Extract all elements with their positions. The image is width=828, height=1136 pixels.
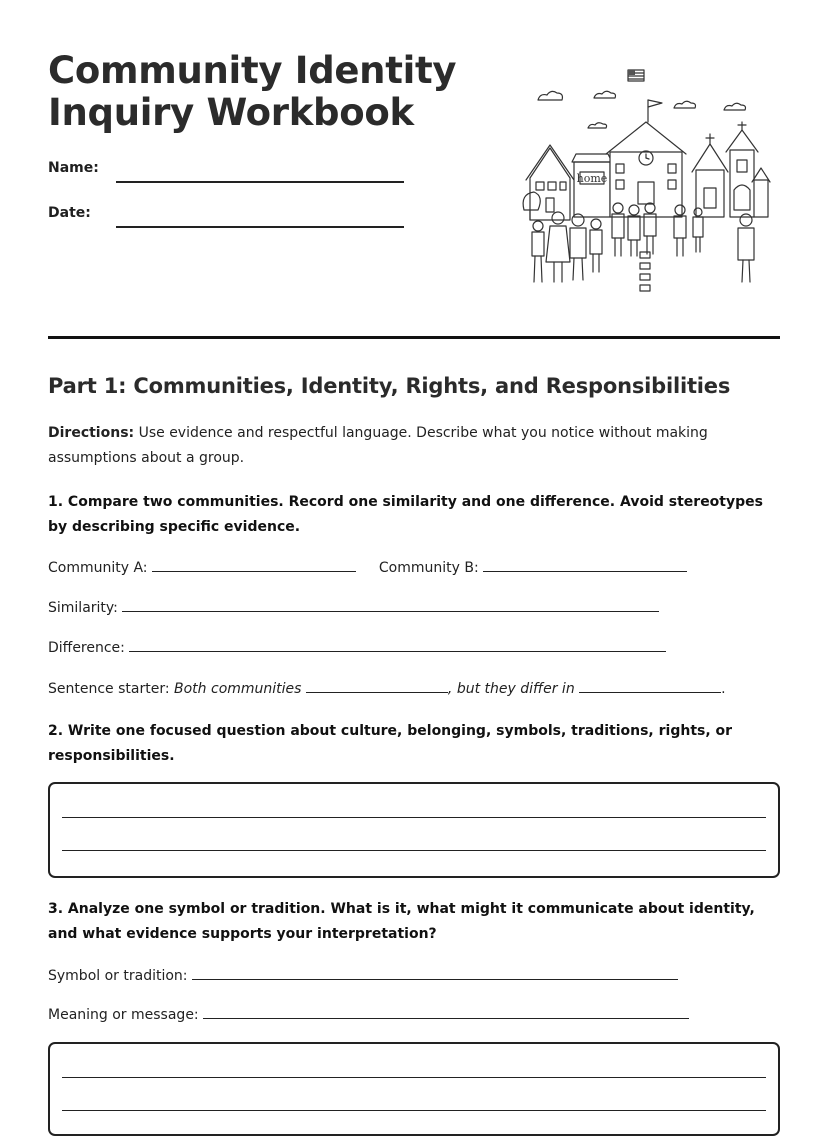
question-2-prompt: 2. Write one focused question about culture, belonging, symbols, traditions, rights, or responsibilities. (48, 723, 733, 764)
buildings-icon (526, 100, 770, 220)
directions (48, 421, 780, 471)
header-divider (48, 336, 780, 339)
community-b-blank[interactable] (483, 557, 687, 572)
cloud-icon (538, 91, 746, 128)
home-sign: home (576, 172, 608, 185)
meaning-label: Meaning or message: (48, 1007, 199, 1023)
date-label: Date: (48, 205, 91, 221)
workbook-title (48, 50, 456, 134)
difference-label: Difference: (48, 640, 125, 656)
question-3-prompt: 3. Analyze one symbol or tradition. What is it, what might it communicate about identity, and what evidence supports your interpretation? (48, 901, 755, 942)
community-a-blank[interactable] (152, 557, 356, 572)
part-1-title: Part 1: Communities, Identity, Rights, and Responsibilities (48, 374, 731, 398)
meaning-row (48, 1004, 780, 1025)
sentence-starter-row (48, 678, 780, 699)
question-1-prompt: 1. Compare two communities. Record one similarity and one difference. Avoid stereotypes by describing specific evidence. (48, 494, 763, 535)
starter-blank-1[interactable] (306, 678, 448, 693)
path-icon (640, 252, 650, 291)
name-input-line[interactable] (116, 181, 404, 183)
symbol-blank[interactable] (192, 965, 678, 980)
answer-line (62, 1110, 766, 1111)
community-row (48, 557, 780, 578)
date-field[interactable] (48, 205, 408, 229)
starter-text-2: , but they differ in (447, 681, 575, 697)
directions-label: Directions: (48, 425, 135, 441)
similarity-blank[interactable] (122, 597, 659, 612)
name-field[interactable] (48, 160, 408, 184)
title-line-2: Inquiry Workbook (48, 91, 414, 134)
community-b-label: Community B: (378, 560, 479, 576)
answer-line (62, 850, 766, 851)
question-2-answer-box[interactable] (48, 782, 780, 878)
starter-end: . (721, 681, 726, 697)
symbol-row (48, 965, 780, 986)
question-3-answer-box[interactable] (48, 1042, 780, 1136)
sentence-starter-label: Sentence starter: (48, 681, 175, 697)
directions-text: Use evidence and respectful language. Describe what you notice without making assumptions about a group. (48, 425, 708, 466)
similarity-label: Similarity: (48, 600, 118, 616)
community-a-label: Community A: (48, 560, 148, 576)
starter-text-1: Both communities (174, 681, 302, 697)
flag-icon (628, 70, 644, 81)
difference-row (48, 637, 780, 658)
starter-blank-2[interactable] (579, 678, 721, 693)
community-town-illustration (518, 60, 774, 300)
name-label: Name: (48, 160, 99, 176)
symbol-label: Symbol or tradition: (48, 968, 188, 984)
answer-line (62, 817, 766, 818)
date-input-line[interactable] (116, 226, 404, 228)
title-line-1: Community Identity (48, 49, 457, 92)
meaning-blank[interactable] (203, 1004, 689, 1019)
difference-blank[interactable] (129, 637, 666, 652)
similarity-row (48, 597, 780, 618)
answer-line (62, 1077, 766, 1078)
